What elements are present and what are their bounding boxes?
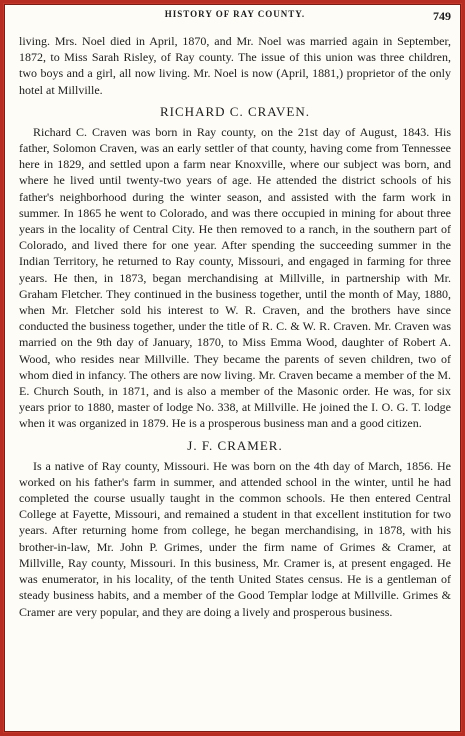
craven-paragraph: Richard C. Craven was born in Ray county, on the 21st day of August, 1843. His father, Solomon Craven, was an early settler of that county, having come from Tennessee here in 1829, and settled upon a farm near Knoxville, where our subject was born, and where he lived until twenty-two years of age. He attended the district schools of his father's neighborhood during the winter season, and assisted with the farm work in summer. In 1865 he went to Colorado, and was there occupied in mining for about three years in the locality of Central City. He then removed to a ranch, in the southern part of Colorado, and lived there for one year. After spending the succeeding summer in the Indian Territory, he returned to Ray county, Missouri, and engaged in farming for three years. He then, in 1873, began merchandising at Millville, in partnership with Mr. Graham Fletcher. They continued in the business together, until the month of May, 1880, when Mr. Fletcher sold his interest to W. R. Craven, and the brothers have since conducted the business together, under the title of R. C. & W. R. Craven. Mr. Craven was married on the 9th day of January, 1870, to Miss Emma Wood, daughter of Robert A. Wood, who resides near Millville. They became the parents of seven children, two of whom died in infancy. The others are now living. Mr. Craven became a member of the M. E. Church South, in 1871, and is also a member of the Masonic order. He was, for six years prior to 1880, master of lodge No. 338, at Millville. He joined the I. O. G. T. lodge when it was organized in 1879. He is a prosperous business man and a good citizen. (19, 124, 451, 431)
craven-heading: RICHARD C. CRAVEN. (160, 103, 310, 119)
cramer-heading: J. F. CRAMER. (187, 437, 283, 453)
cramer-paragraph: Is a native of Ray county, Missouri. He was born on the 4th day of March, 1856. He worked on his father's farm in summer, and attended school in the winter, until he had completed the course usually taught in the common schools. He then entered Central College at Fayette, Missouri, and remained a student in that excellent institution for two years. After returning home from college, he began merchandising, in 1878, with his brother-in-law, Mr. John P. Grimes, under the firm name of Grimes & Cramer, at Millville, Ray county, Missouri. In this business, Mr. Cramer is, at present engaged. He was enumerator, in his locality, of the tenth United States census. He is a gentleman of steady business habits, and a member of the Good Templar lodge at Millville. Grimes & Cramer are very popular, and they are doing a lively and prosperous business. (19, 458, 451, 619)
page-header (19, 9, 451, 29)
noel-continuation-paragraph: living. Mrs. Noel died in April, 1870, and Mr. Noel was married again in September, 1872, to Miss Sarah Risley, of Ray county. The issue of this union was three children, two boys and a girl, all now living. Mr. Noel is now (April, 1881,) proprietor of the only hotel at Millville. (19, 34, 451, 97)
running-head: HISTORY OF RAY COUNTY. (164, 9, 306, 19)
page-number: 749 (433, 9, 451, 23)
book-page (4, 4, 461, 732)
